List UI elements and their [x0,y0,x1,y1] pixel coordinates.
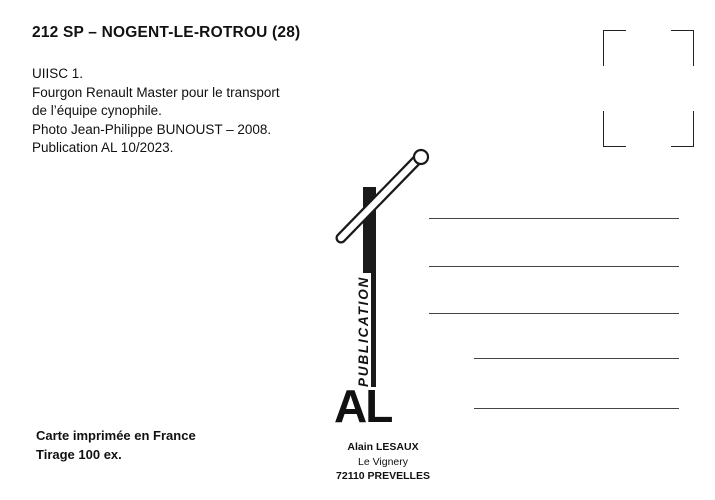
logo-al-letters: AL [334,380,392,432]
address-line [429,313,679,314]
address-line [474,408,679,409]
print-run-text: Tirage 100 ex. [36,446,122,462]
stamp-corner-bottom-left [603,111,626,147]
address-line [474,358,679,359]
logo-publication-text: PUBLICATION [357,273,371,390]
description-line-vehicle-cont: de l’équipe cynophile. [32,103,162,118]
publisher-street: Le Vignery [357,456,408,468]
description-line-unit: UIISC 1. [32,66,84,81]
card-description [32,65,280,158]
printed-in-france-text: Carte imprimée en France [36,428,196,443]
description-line-vehicle: Fourgon Renault Master pour le transport [32,84,280,100]
address-line [429,218,679,219]
publisher-name: Alain LESAUX [347,441,419,453]
stamp-corner-top-right [671,30,694,66]
stamp-corner-bottom-right [671,111,694,147]
address-line [429,266,679,267]
stamp-corner-top-left [603,30,626,66]
card-title: 212 SP – NOGENT-LE-ROTROU (28) [32,24,301,41]
description-line-photo-credit: Photo Jean-Philippe BUNOUST – 2008. [32,121,272,137]
publisher-city: 72110 PREVELLES [336,470,430,482]
print-info [36,427,196,464]
description-line-publication: Publication AL 10/2023. [32,140,174,155]
pen-icon [335,145,435,250]
